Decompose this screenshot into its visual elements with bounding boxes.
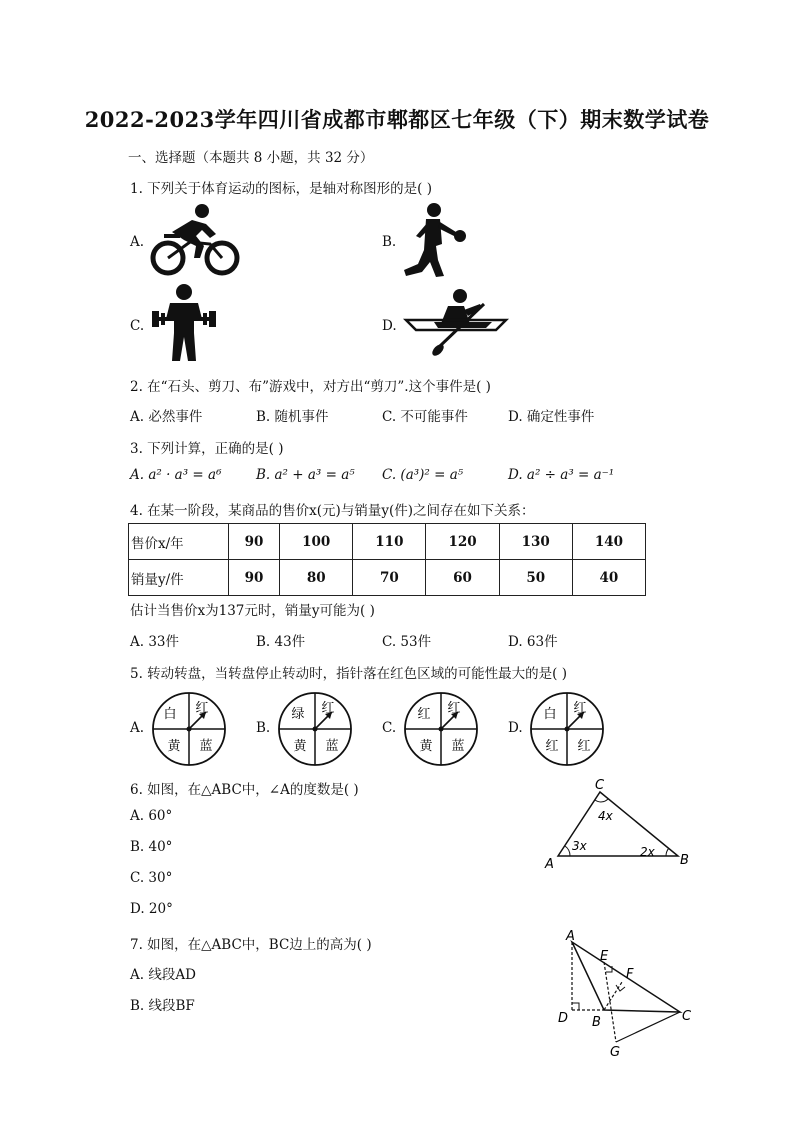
q5-option-b-label: B. (256, 720, 271, 736)
q1-option-c-label: C. (130, 318, 145, 334)
table-row (129, 560, 646, 596)
q4-option-b: B. 43件 (256, 634, 306, 650)
table-cell: 100 (280, 524, 353, 560)
q3-option-b: B. a² + a³ = a⁵ (256, 467, 355, 483)
table-row (129, 524, 646, 560)
spinner-sector-label: 黄 (293, 739, 307, 754)
spinner-sector-label: 蓝 (325, 739, 339, 754)
angle-c-label: 4x (598, 809, 613, 823)
angle-a-label: 3x (572, 839, 587, 853)
point-label-f: F (626, 967, 634, 982)
table-cell: 90 (229, 560, 280, 596)
table-cell: 140 (572, 524, 645, 560)
q3-option-d: D. a² ÷ a³ = a⁻¹ (508, 467, 615, 483)
spinner-sector-label: 白 (163, 707, 177, 722)
table-cell: 60 (426, 560, 499, 596)
ball-throw-icon (400, 202, 472, 278)
rowing-icon (400, 286, 512, 360)
q2-option-d: D. 确定性事件 (508, 409, 595, 425)
spinner-sector-label: 红 (195, 701, 209, 716)
question-5-stem: 5. 转动转盘，当转盘停止转动时，指针落在红色区域的可能性最大的是( ) (130, 666, 567, 682)
q2-option-a: A. 必然事件 (130, 409, 203, 425)
q7-option-b: B. 线段BF (130, 998, 195, 1014)
vertex-label-a: A (545, 857, 554, 872)
vertex-label-c: C (682, 1009, 692, 1024)
q1-option-a-label: A. (130, 234, 145, 250)
vertex-label-c: C (595, 778, 605, 793)
spinner-sector-label: 蓝 (451, 739, 465, 754)
vertex-label-b: B (680, 853, 689, 868)
table-cell: 50 (499, 560, 572, 596)
spinner-sector-label: 红 (573, 701, 587, 716)
q6-option-d: D. 20° (130, 901, 173, 917)
table-cell: 110 (353, 524, 426, 560)
table-cell: 130 (499, 524, 572, 560)
vertex-label-a: A (566, 930, 575, 944)
question-1-stem: 1. 下列关于体育运动的图标，是轴对称图形的是( ) (130, 181, 432, 197)
cycling-icon (150, 202, 242, 276)
q4-followup: 估计当售价x为137元时，销量y可能为( ) (130, 603, 375, 619)
triangle-abc-figure (540, 776, 700, 874)
q3-option-c: C. (a³)² = a⁵ (382, 467, 464, 483)
q5-option-c-label: C. (382, 720, 397, 736)
price-sales-table (128, 523, 646, 596)
question-2-stem: 2. 在“石头、剪刀、布”游戏中，对方出“剪刀”.这个事件是( ) (130, 379, 491, 395)
q5-option-a-label: A. (130, 720, 145, 736)
spinner-sector-label: 红 (321, 701, 335, 716)
q2-option-c: C. 不可能事件 (382, 409, 468, 425)
question-7-stem: 7. 如图，在△ABC中，BC边上的高为( ) (130, 937, 372, 953)
spinner-c (402, 690, 480, 768)
question-4-stem: 4. 在某一阶段，某商品的售价x(元)与销量y(件)之间存在如下关系： (130, 503, 535, 519)
spinner-sector-label: 红 (417, 707, 431, 722)
spinner-b (276, 690, 354, 768)
q2-option-b: B. 随机事件 (256, 409, 329, 425)
point-label-e: E (600, 949, 609, 964)
q7-option-a: A. 线段AD (130, 967, 196, 983)
table-cell: 120 (426, 524, 499, 560)
spinner-sector-label: 绿 (291, 707, 305, 722)
vertex-label-d: D (558, 1011, 569, 1026)
spinner-d (528, 690, 606, 768)
table-cell: 90 (229, 524, 280, 560)
q4-option-c: C. 53件 (382, 634, 432, 650)
table-cell: 80 (280, 560, 353, 596)
table-row-header: 销量y/件 (129, 560, 229, 596)
spinner-sector-label: 红 (447, 701, 461, 716)
point-label-g: G (610, 1045, 621, 1060)
q6-option-c: C. 30° (130, 870, 173, 886)
q6-option-b: B. 40° (130, 839, 173, 855)
table-cell: 40 (572, 560, 645, 596)
triangle-altitude-figure (550, 930, 700, 1062)
q3-option-a: A. a² · a³ = a⁶ (130, 467, 222, 483)
spinner-sector-label: 白 (543, 707, 557, 722)
q1-option-b-label: B. (382, 234, 397, 250)
question-6-stem: 6. 如图，在△ABC中，∠A的度数是( ) (130, 782, 359, 798)
page-title: 2022-2023学年四川省成都市郫都区七年级（下）期末数学试卷 (84, 107, 710, 132)
vertex-label-b: B (592, 1015, 601, 1030)
table-cell: 70 (353, 560, 426, 596)
spinner-a (150, 690, 228, 768)
q6-option-a: A. 60° (130, 808, 173, 824)
q1-option-d-label: D. (382, 318, 397, 334)
angle-b-label: 2x (640, 845, 655, 859)
weightlifting-icon (150, 283, 218, 363)
q4-option-a: A. 33件 (130, 634, 180, 650)
table-row-header: 售价x/年 (129, 524, 229, 560)
spinner-sector-label: 黄 (167, 739, 181, 754)
section-heading: 一、选择题（本题共 8 小题，共 32 分） (128, 150, 374, 166)
spinner-sector-label: 蓝 (199, 739, 213, 754)
spinner-sector-label: 红 (577, 739, 591, 754)
question-3-stem: 3. 下列计算，正确的是( ) (130, 441, 284, 457)
q5-option-d-label: D. (508, 720, 523, 736)
spinner-sector-label: 黄 (419, 739, 433, 754)
spinner-sector-label: 红 (545, 739, 559, 754)
q4-option-d: D. 63件 (508, 634, 558, 650)
